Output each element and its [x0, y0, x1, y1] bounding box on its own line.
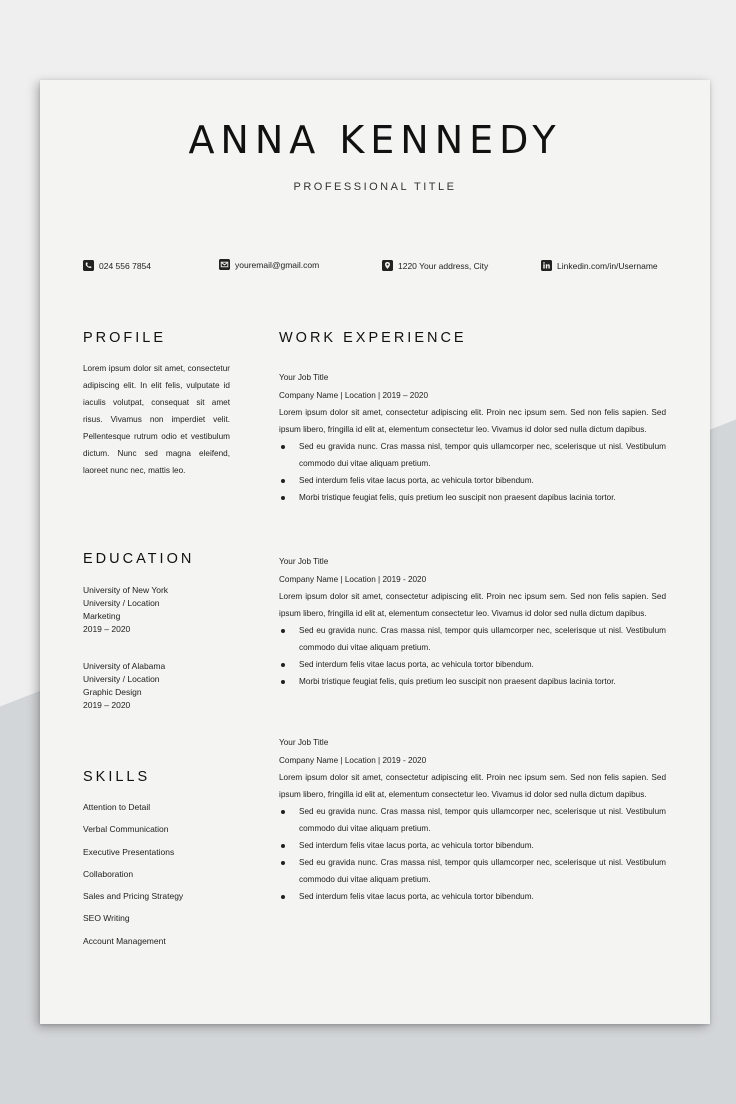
phone-text: 024 556 7854: [99, 260, 151, 271]
job-entry: [279, 369, 666, 506]
job-title: Your Job Title: [279, 738, 329, 747]
education-field: Marketing: [83, 611, 121, 621]
job-bullet: Sed eu gravida nunc. Cras massa nisl, tempor quis ullamcorper nec, scelerisque ut nisl. Vestibulum commodo dui vitae aliquam pretium.: [279, 803, 666, 837]
contact-phone: [83, 260, 151, 271]
education-dates: 2019 – 2020: [83, 700, 131, 710]
job-bullet: Morbi tristique feugiat felis, quis pretium leo suscipit non praesent dapibus lacinia tortor.: [279, 489, 666, 506]
education-school: University of Alabama: [83, 661, 166, 671]
job-bullets: [279, 803, 666, 905]
education-field: Graphic Design: [83, 687, 142, 697]
education-location: University / Location: [83, 598, 160, 608]
job-description: Lorem ipsum dolor sit amet, consectetur adipiscing elit. Proin nec ipsum sem. Sed non felis sapien. Sed ipsum libero, fringilla id elit at, elementum consectetur leo. Vivamus id dolor sed nulla dictum dapibus.: [279, 408, 666, 434]
job-bullet: Sed interdum felis vitae lacus porta, ac vehicula tortor bibendum.: [279, 472, 666, 489]
job-bullets: [279, 622, 666, 690]
job-bullet: Sed interdum felis vitae lacus porta, ac vehicula tortor bibendum.: [279, 837, 666, 854]
job-company: Company Name | Location | 2019 - 2020: [279, 756, 427, 765]
skills-heading: SKILLS: [83, 769, 151, 785]
skill-item: SEO Writing: [83, 913, 130, 924]
skills-list: [83, 802, 183, 958]
job-bullet: Sed eu gravida nunc. Cras massa nisl, tempor quis ullamcorper nec, scelerisque ut nisl. Vestibulum commodo dui vitae aliquam pretium.: [279, 854, 666, 888]
job-title: Your Job Title: [279, 557, 329, 566]
skill-item: Attention to Detail: [83, 802, 151, 812]
contact-address: [382, 260, 488, 271]
education-heading: EDUCATION: [83, 551, 195, 567]
phone-icon: [83, 260, 94, 271]
linkedin-icon: [541, 260, 552, 271]
job-bullet: Sed eu gravida nunc. Cras massa nisl, tempor quis ullamcorper nec, scelerisque ut nisl. Vestibulum commodo dui vitae aliquam pretium.: [279, 438, 666, 472]
job-description: Lorem ipsum dolor sit amet, consectetur adipiscing elit. Proin nec ipsum sem. Sed non felis sapien. Sed ipsum libero, fringilla id elit at, elementum consectetur leo. Vivamus id dolor sed nulla dictum dapibus.: [279, 592, 666, 618]
resume-page: [40, 80, 710, 1024]
job-bullet: Sed eu gravida nunc. Cras massa nisl, tempor quis ullamcorper nec, scelerisque ut nisl. Vestibulum commodo dui vitae aliquam pretium.: [279, 622, 666, 656]
linkedin-text: Linkedin.com/in/Username: [557, 260, 658, 271]
professional-title: PROFESSIONAL TITLE: [293, 181, 457, 193]
profile-heading: PROFILE: [83, 330, 167, 346]
education-entry: [83, 660, 165, 712]
education-location: University / Location: [83, 674, 160, 684]
job-bullets: [279, 438, 666, 506]
job-entry: [279, 553, 666, 690]
email-icon: [219, 259, 230, 270]
contact-email: [219, 259, 319, 270]
email-text: youremail@gmail.com: [235, 259, 320, 270]
job-description: Lorem ipsum dolor sit amet, consectetur adipiscing elit. Proin nec ipsum sem. Sed non felis sapien. Sed ipsum libero, fringilla id elit at, elementum consectetur leo. Vivamus id dolor sed nulla dictum dapibus.: [279, 773, 666, 799]
skill-item: Sales and Pricing Strategy: [83, 891, 184, 902]
job-bullet: Morbi tristique feugiat felis, quis pretium leo suscipit non praesent dapibus lacinia tortor.: [279, 673, 666, 690]
job-entry: [279, 734, 666, 905]
profile-text: Lorem ipsum dolor sit amet, consectetur adipiscing elit. In elit felis, vulputate id iaculis volutpat, consequat sit amet risus. Vivamus non imperdiet velit. Pellentesque rutrum odio et vestibulum dictum. Nunc sed magna eleifend, laoreet nunc nec, mattis leo.: [83, 364, 230, 475]
education-dates: 2019 – 2020: [83, 624, 131, 634]
address-text: 1220 Your address, City: [398, 260, 489, 271]
job-company: Company Name | Location | 2019 - 2020: [279, 575, 427, 584]
education-school: University of New York: [83, 585, 169, 595]
location-pin-icon: [382, 260, 393, 271]
job-title: Your Job Title: [279, 373, 329, 382]
skill-item: Executive Presentations: [83, 846, 175, 857]
job-bullet: Sed interdum felis vitae lacus porta, ac vehicula tortor bibendum.: [279, 656, 666, 673]
contact-linkedin: [541, 260, 658, 271]
skill-item: Account Management: [83, 935, 166, 946]
education-entry: [83, 584, 168, 636]
skill-item: Collaboration: [83, 868, 134, 879]
skill-item: Verbal Communication: [83, 824, 169, 835]
work-experience-heading: WORK EXPERIENCE: [279, 330, 467, 346]
resume-name: ANNA KENNEDY: [188, 118, 562, 162]
job-company: Company Name | Location | 2019 – 2020: [279, 391, 428, 400]
job-bullet: Sed interdum felis vitae lacus porta, ac vehicula tortor bibendum.: [279, 888, 666, 905]
